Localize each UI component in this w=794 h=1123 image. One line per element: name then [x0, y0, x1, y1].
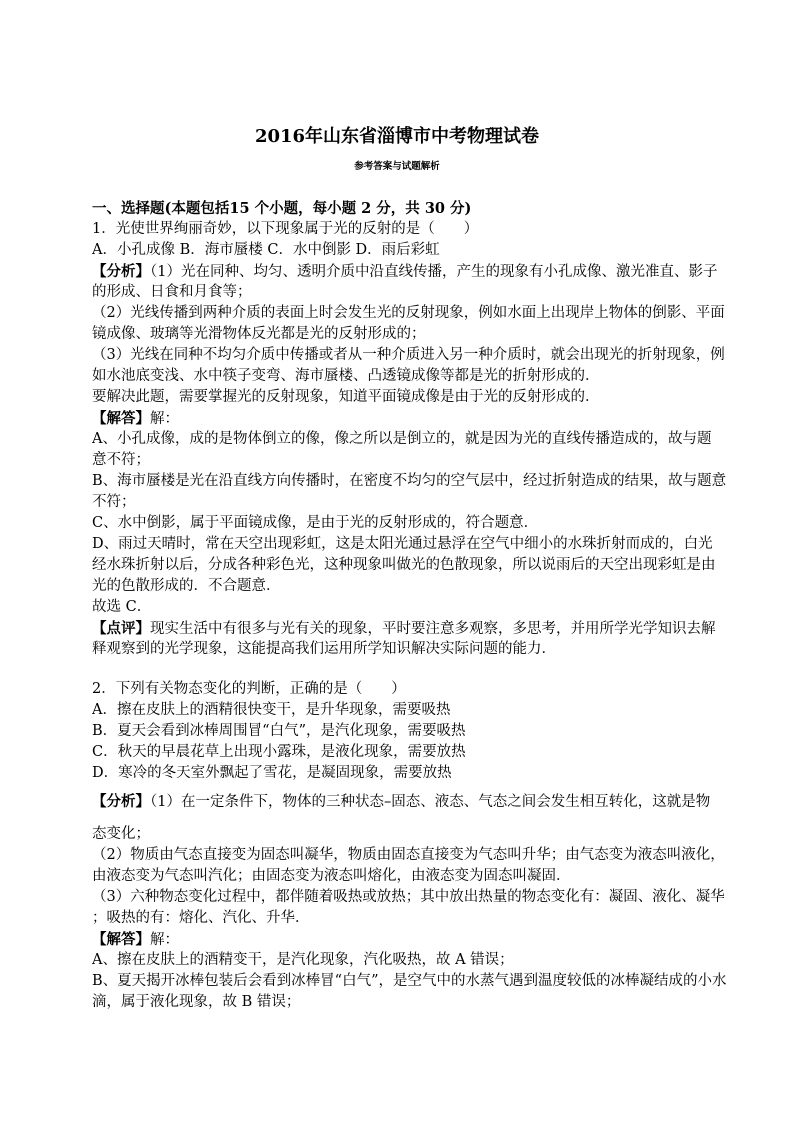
q2-option-d: D．寒冷的冬天室外飘起了雪花，是凝固现象，需要放热 — [92, 765, 452, 781]
q1-answer-line: 光的色散形成的．不合题意． — [92, 578, 281, 594]
options-spacer — [92, 784, 752, 791]
q1-analysis-line: （2）光线传播到两种介质的表面上时会发生光的反射现象，例如水面上出现岸上物体的倒影、平面 — [92, 305, 725, 321]
q2-answer-intro: 解： — [150, 932, 179, 948]
q2-analysis-line: （2）物质由气态直接变为固态叫凝华，物质由固态直接变为气态叫升华；由气态变为液态叫液化， — [92, 847, 725, 863]
q2-analysis-line: 由液态变为气态叫汽化；由固态变为液态叫熔化，由液态变为固态叫凝固． — [92, 868, 571, 884]
q1-answer-line: C、水中倒影，属于平面镜成像，是由于光的反射形成的，符合题意． — [92, 515, 539, 531]
q2-option-c: C．秋天的早晨花草上出现小露珠，是液化现象，需要放热 — [92, 744, 466, 760]
page-title: 2016年山东省淄博市中考物理试卷 — [254, 126, 540, 147]
q1-analysis-text: （1）光在同种、均匀、透明介质中沿直线传播，产生的现象有小孔成像、激光准直、影子 — [150, 264, 718, 280]
q1-answer-line: 不符； — [92, 494, 136, 510]
q1-answer-heading — [92, 408, 752, 429]
q2-analysis-line: （3）六种物态变化过程中，都伴随着吸热或放热；其中放出热量的物态变化有：凝固、液化、凝华 — [92, 889, 725, 905]
section-heading: 一、选择题(本题包括15 个小题，每小题 2 分，共 30 分) — [92, 200, 472, 217]
q2-answer-line: B、夏天揭开冰棒包装后会看到冰棒冒“白气”，是空气中的水蒸气遇到温度较低的冰棒凝结成的小水 — [92, 973, 727, 989]
q2-stem: 2．下列有关物态变化的判断，正确的是（ ） — [92, 681, 406, 697]
q2-option-a: A．擦在皮肤上的酒精很快变干，是升华现象，需要吸热 — [92, 702, 451, 718]
q2-answer-heading — [92, 929, 752, 950]
q1-analysis-line: 如水池底变浅、水中筷子变弯、海市蜃楼、凸透镜成像等都是光的折射形成的． — [92, 368, 600, 384]
q1-comment-text: 现实生活中有很多与光有关的现象，平时要注意多观察，多思考，并用所学光学知识去解 — [150, 621, 716, 637]
q1-answer-tag: 【解答】 — [92, 410, 150, 427]
q2-analysis-line — [92, 791, 752, 812]
q2-analysis-line: 态变化； — [92, 826, 150, 842]
q1-answer-line: 经水珠折射以后，分成各种彩色光，这种现象叫做光的色散现象，所以说雨后的天空出现彩虹是由 — [92, 557, 716, 573]
q1-answer-intro: 解： — [150, 411, 179, 427]
q1-stem: 1．光使世界绚丽奇妙，以下现象属于光的反射的是（ ） — [92, 221, 479, 237]
q1-comment-line: 释观察到的光学现象，这能提高我们运用所学知识解决实际问题的能力． — [92, 641, 556, 657]
q2-analysis-line: ；吸热的有：熔化、汽化、升华． — [92, 910, 310, 926]
q2-answer-line: A、擦在皮肤上的酒精变干，是汽化现象，汽化吸热，故 A 错误； — [92, 952, 514, 968]
q1-answer-line: 意不符； — [92, 452, 150, 468]
q1-answer-line: B、海市蜃楼是光在沿直线方向传播时，在密度不均匀的空气层中，经过折射造成的结果，故与题意 — [92, 473, 727, 489]
q2-answer-tag: 【解答】 — [92, 931, 150, 948]
q1-options: A．小孔成像 B．海市蜃楼 C．水中倒影 D．雨后彩虹 — [92, 242, 440, 258]
q1-analysis-line: 的形成、日食和月食等； — [92, 284, 252, 300]
document-body — [92, 198, 752, 1013]
q1-answer-line: D、雨过天晴时，常在天空出现彩虹，这是太阳光通过悬浮在空气中细小的水珠折射而成的，白光 — [92, 536, 713, 552]
q1-analysis-line: 镜成像、玻璃等光滑物体反光都是光的反射形成的； — [92, 326, 426, 342]
q1-comment-tag: 【点评】 — [92, 620, 150, 637]
question-spacer — [92, 660, 752, 679]
q2-answer-line: 滴，属于液化现象，故 B 错误； — [92, 994, 301, 1010]
q1-analysis-line: 要解决此题，需要掌握光的反射现象，知道平面镜成像是由于光的反射形成的． — [92, 389, 600, 405]
analysis-spacer — [92, 812, 752, 824]
page-subtitle: 参考答案与试题解析 — [354, 161, 440, 172]
q1-comment-line — [92, 618, 752, 639]
q1-analysis-line: （3）光线在同种不均匀介质中传播或者从一种介质进入另一种介质时，就会出现光的折射现象，例 — [92, 347, 725, 363]
q2-option-b: B．夏天会看到冰棒周围冒“白气”，是汽化现象，需要吸热 — [92, 723, 466, 739]
q1-analysis-tag: 【分析】 — [92, 263, 150, 280]
q2-analysis-text: （1）在一定条件下，物体的三种状态–固态、液态、气态之间会发生相互转化，这就是物 — [150, 794, 711, 810]
q1-answer-line: A、小孔成像，成的是物体倒立的像，像之所以是倒立的，就是因为光的直线传播造成的，故与题 — [92, 431, 712, 447]
q2-analysis-tag: 【分析】 — [92, 793, 150, 810]
q1-analysis-line — [92, 261, 752, 282]
q1-answer-choice: 故选 C． — [92, 599, 152, 615]
